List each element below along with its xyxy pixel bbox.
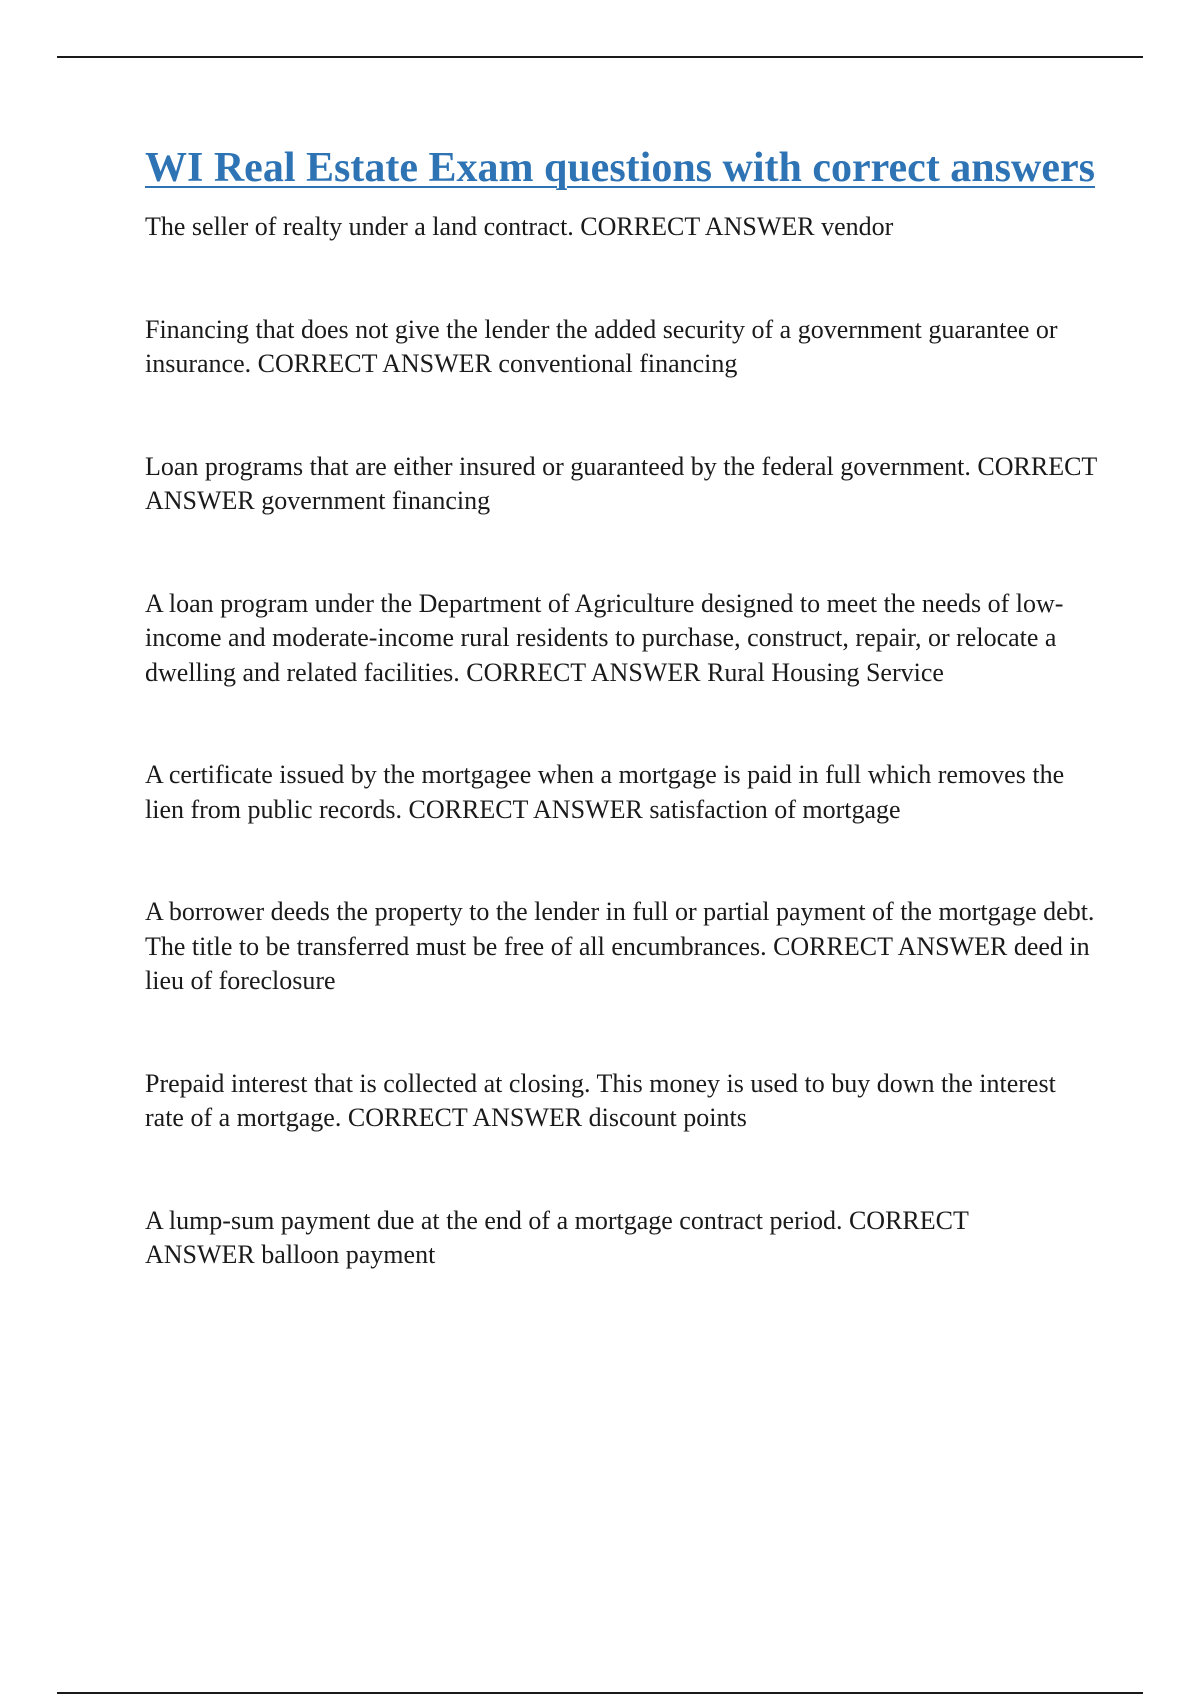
question-text: Loan programs that are either insured or guaranteed by the federal government. <box>145 451 971 481</box>
answer-text: Rural Housing Service <box>707 657 944 687</box>
question-text: Financing that does not give the lender the added security of a government guarantee or insurance. <box>145 314 1058 378</box>
question-text: The seller of realty under a land contract. <box>145 212 574 241</box>
answer-marker: CORRECT ANSWER <box>145 451 1097 515</box>
qa-item <box>145 895 1100 999</box>
page-content <box>145 140 1100 1341</box>
question-text: Prepaid interest that is collected at closing. This money is used to buy down the interest rate of a mortgage. <box>145 1068 1056 1132</box>
qa-item <box>145 758 1100 827</box>
answer-marker: CORRECT ANSWER <box>347 1103 583 1132</box>
qa-item <box>145 1204 1100 1273</box>
question-text: A lump-sum payment due at the end of a mortgage contract period. <box>145 1205 843 1235</box>
document-title[interactable]: WI Real Estate Exam questions with correct answers <box>145 145 1095 191</box>
top-rule <box>57 56 1143 58</box>
question-text: A loan program under the Department of Agriculture designed to meet the needs of low-income and moderate-income rural residents to purchase, construct, repair, or relocate a dwelling and related facilities. <box>145 588 1064 687</box>
qa-list <box>145 210 1100 1273</box>
question-text: A borrower deeds the property to the lender in full or partial payment of the mortgage debt. The title to be transferred must be free of all encumbrances. <box>145 897 1095 961</box>
answer-text: deed in lieu of foreclosure <box>145 931 1090 995</box>
answer-text: satisfaction of mortgage <box>649 794 901 824</box>
qa-item <box>145 313 1100 382</box>
answer-text: government financing <box>261 486 491 515</box>
question-text: A certificate issued by the mortgagee when a mortgage is paid in full which removes the lien from public records. <box>145 760 1065 824</box>
answer-text: balloon payment <box>261 1240 436 1269</box>
answer-text: vendor <box>821 212 894 241</box>
qa-item <box>145 450 1100 519</box>
answer-text: discount points <box>588 1103 747 1132</box>
qa-item <box>145 1067 1100 1136</box>
answer-marker: CORRECT ANSWER <box>773 931 1008 961</box>
answer-marker: CORRECT ANSWER <box>145 1205 969 1269</box>
answer-marker: CORRECT ANSWER <box>466 657 701 687</box>
bottom-rule <box>57 1692 1143 1694</box>
answer-marker: CORRECT ANSWER <box>257 349 492 378</box>
answer-marker: CORRECT ANSWER <box>580 212 815 241</box>
answer-marker: CORRECT ANSWER <box>408 794 643 824</box>
qa-item <box>145 210 1100 245</box>
answer-text: conventional financing <box>498 349 738 378</box>
qa-item <box>145 587 1100 691</box>
